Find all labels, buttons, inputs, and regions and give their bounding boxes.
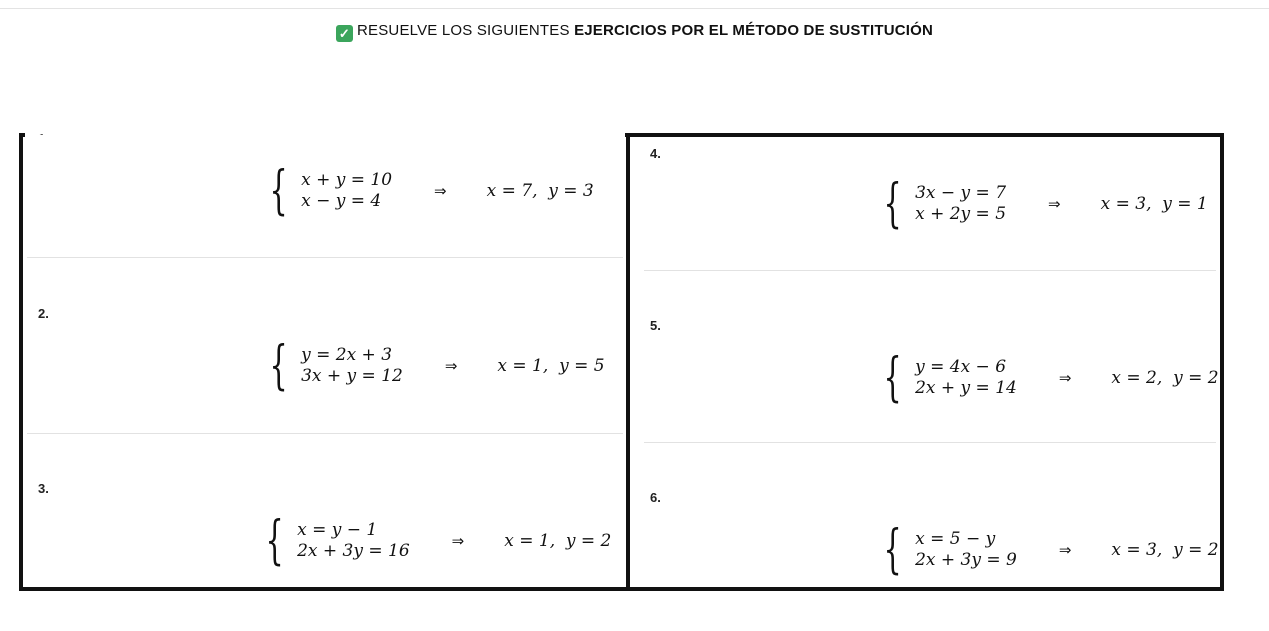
exercise-5-solution: x = 2, y = 2 — [1111, 368, 1219, 388]
left-panel-top-gap — [25, 131, 625, 140]
exercise-2-solution: x = 1, y = 5 — [497, 356, 605, 376]
exercise-number-2: 2. — [38, 306, 49, 321]
divider-left-1 — [27, 257, 623, 258]
exercise-1-solution: x = 7, y = 3 — [486, 181, 594, 201]
exercise-number-3: 3. — [38, 481, 49, 496]
top-separator — [0, 8, 1269, 9]
exercise-2-equation-1: y = 2x + 3 — [301, 345, 393, 365]
implies-arrow-icon: ⇒ — [1048, 195, 1061, 213]
exercise-4-equation-1: 3x − y = 7 — [915, 183, 1007, 203]
exercise-4-equation-2: x + 2y = 5 — [915, 204, 1007, 224]
exercise-1-system — [262, 161, 594, 221]
implies-arrow-icon: ⇒ — [434, 182, 447, 200]
divider-left-2 — [27, 433, 623, 434]
implies-arrow-icon: ⇒ — [1058, 541, 1072, 559]
heading-bold-text: EJERCICIOS POR EL MÉTODO DE SUSTITUCIÓN — [574, 22, 934, 39]
exercise-6-equation-1: x = 5 − y — [915, 529, 996, 549]
exercise-number-6: 6. — [650, 490, 661, 505]
exercise-4-system — [876, 174, 1208, 234]
implies-arrow-icon: ⇒ — [1058, 369, 1072, 387]
exercise-number-4: 4. — [650, 146, 661, 161]
exercise-4-solution: x = 3, y = 1 — [1100, 194, 1208, 214]
exercise-3-solution: x = 1, y = 2 — [504, 531, 612, 551]
heading-normal-text: RESUELVE LOS SIGUIENTES — [356, 22, 575, 39]
implies-arrow-icon: ⇒ — [451, 532, 465, 550]
left-brace-icon: { — [269, 161, 288, 221]
exercise-2-system — [262, 336, 605, 396]
exercise-1-equation-1: x + y = 10 — [301, 170, 393, 190]
exercise-6-solution: x = 3, y = 2 — [1111, 540, 1219, 560]
exercise-3-equation-2: 2x + 3y = 16 — [297, 541, 410, 561]
exercise-5-system — [876, 348, 1219, 408]
exercise-3-equation-1: x = y − 1 — [297, 520, 378, 540]
exercise-number-5: 5. — [650, 318, 661, 333]
exercise-5-equation-1: y = 4x − 6 — [915, 357, 1007, 377]
left-brace-icon: { — [883, 520, 902, 580]
exercise-6-system — [876, 520, 1219, 580]
exercise-1-equation-2: x − y = 4 — [301, 191, 382, 211]
left-brace-icon: { — [883, 348, 902, 408]
exercise-3-system — [258, 511, 612, 571]
implies-arrow-icon: ⇒ — [444, 357, 458, 375]
left-brace-icon: { — [269, 336, 288, 396]
page-heading — [0, 22, 1269, 42]
check-mark-icon: ✓ — [336, 25, 353, 42]
exercise-6-equation-2: 2x + 3y = 9 — [915, 550, 1017, 570]
left-brace-icon: { — [883, 174, 902, 234]
exercise-2-equation-2: 3x + y = 12 — [301, 366, 403, 386]
divider-right-2 — [644, 442, 1216, 443]
left-brace-icon: { — [265, 511, 284, 571]
exercise-5-equation-2: 2x + y = 14 — [915, 378, 1017, 398]
divider-right-1 — [644, 270, 1216, 271]
